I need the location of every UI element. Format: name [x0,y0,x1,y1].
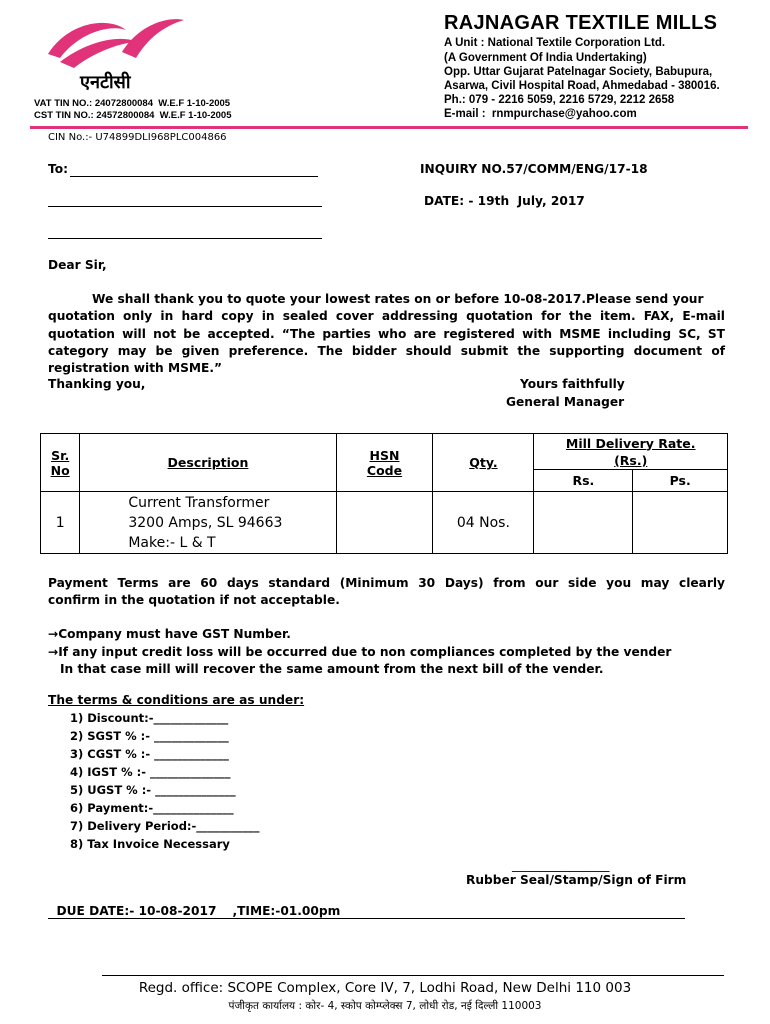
inquiry-number: INQUIRY NO.57/COMM/ENG/17-18 [420,162,648,176]
due-date: DUE DATE:- 10-08-2017 ,TIME:-01.00pm [56,904,341,918]
hsn-header: HSN Code [336,434,433,492]
list-item: 3) CGST % :- _____________ [70,747,229,761]
body-line: quotation will not be accepted. “The parties who are registered with MSME including SC, ST [48,326,725,341]
list-item: 6) Payment:-______________ [70,801,234,815]
terms-list [70,711,260,855]
inquiry-date: DATE: - 19th July, 2017 [424,194,585,208]
header-rule [30,126,748,129]
letter-body [48,291,725,377]
credit-note: →If any input credit loss will be occurred due to non compliances completed by the vender [48,644,672,659]
footer-address-english: Regd. office: SCOPE Complex, Core IV, 7, Lodhi Road, New Delhi 110 003 [138,980,632,996]
description-header: Description [80,434,336,492]
signature-label: Rubber Seal/Stamp/Sign of Firm [466,873,687,887]
qty-header: Qty. [433,434,534,492]
footer-address-hindi: पंजीकृत कार्यालय : कोर- 4, स्कोप कोम्प्लेक्स 7, लोधी रोड, नई दिल्ली 110003 [228,1000,542,1012]
gst-note: →Company must have GST Number. [48,627,291,641]
ntc-logo [38,12,188,92]
row-description: Current Transformer 3200 Amps, SL 94663 Make:- L & T [80,492,336,554]
body-line: quotation only in hard copy in sealed cover addressing quotation for the item. FAX, E-mail [48,309,725,324]
list-item: 7) Delivery Period:-___________ [70,819,260,833]
body-line: registration with MSME.” [48,361,222,376]
body-line: category may be given preference. The bidder should submit the supporting document of [48,343,725,358]
list-item: 8) Tax Invoice Necessary [70,837,230,851]
footer-rule [102,975,724,976]
ntc-swoosh-icon [38,12,188,72]
row-hsn [336,492,433,554]
terms-heading: The terms & conditions are as under: [48,693,305,707]
cin-number: CIN No.:- U74899DLI968PLC004866 [48,132,227,143]
thanking-text: Thanking you, [48,377,146,391]
row-sr: 1 [41,492,80,554]
salutation: Dear Sir, [48,258,107,272]
list-item: 5) UGST % :- ______________ [70,783,236,797]
email-line: E-mail : rnmpurchase@yahoo.com [444,108,637,120]
yours-faithfully: Yours faithfully [520,377,625,391]
vat-tin: VAT TIN NO.: 24072800084 W.E.F 1-10-2005 [34,98,231,109]
to-label: To: [48,162,68,176]
rate-header: Mill Delivery Rate. (Rs.) [534,434,728,470]
row-rs [534,492,633,554]
rs-header: Rs. [534,470,633,492]
body-line: We shall thank you to quote your lowest rates on or before 10-08-2017.Please send your [92,292,704,306]
payment-terms: Payment Terms are 60 days standard (Minimum 30 Days) from our side you may clearly confirm in the quotation if not acceptable. [48,576,725,607]
unit-line: A Unit : National Textile Corporation Ltd. [444,37,666,49]
list-item: 4) IGST % :- ______________ [70,765,231,779]
to-line-3 [48,238,322,239]
phone-line: Ph.: 079 - 2216 5059, 2216 5729, 2212 2658 [444,94,675,106]
company-name: RAJNAGAR TEXTILE MILLS [444,12,718,34]
row-qty: 04 Nos. [433,492,534,554]
row-ps [633,492,728,554]
address-line-2: Asarwa, Civil Hospital Road, Ahmedabad - 380016. [444,80,720,92]
to-line-1 [70,176,318,177]
due-rule [48,918,685,919]
notes [48,626,671,679]
list-item: 1) Discount:-_____________ [70,711,229,725]
table-row [41,492,728,554]
sr-header: Sr. No [41,434,80,492]
logo-hindi-text: एनटीसी [80,72,131,93]
cst-tin: CST TIN NO.: 24572800084 W.E.F 1-10-2005 [34,110,232,121]
govt-line: (A Government Of India Undertaking) [444,52,647,64]
signature-line: ________________ [512,858,610,872]
address-line-1: Opp. Uttar Gujarat Patelnagar Society, Babupura, [444,66,713,78]
credit-note-cont: In that case mill will recover the same amount from the next bill of the vender. [60,662,604,676]
designation: General Manager [506,395,625,409]
to-line-2 [48,206,322,207]
list-item: 2) SGST % :- _____________ [70,729,229,743]
ps-header: Ps. [633,470,728,492]
quotation-table [40,433,728,554]
